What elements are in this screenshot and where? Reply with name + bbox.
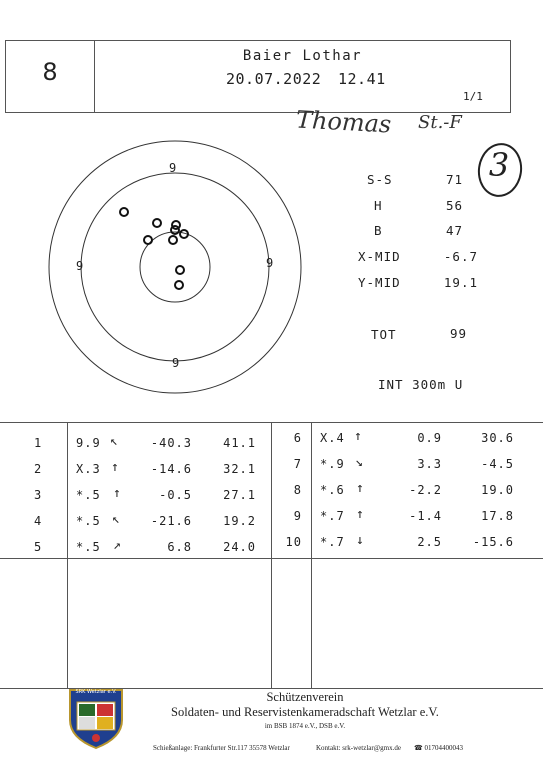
table-col-divider-center [271, 422, 272, 688]
stat-label-b: B [374, 223, 383, 238]
club-name-line1: Schützenverein [266, 690, 344, 704]
club-name-line3: im BSB 1874 e.V., DSB e.V. [264, 722, 346, 730]
shot-y: 32.1 [223, 462, 256, 476]
shot-mark [169, 236, 177, 244]
stat-value-h: 56 [445, 198, 463, 213]
ring-label-top: 9 [169, 161, 177, 175]
shot-date: 20.07.2022 [226, 70, 322, 88]
stat-label-h: H [374, 198, 383, 213]
shot-number: 6 [293, 431, 302, 445]
shot-time: 12.41 [338, 70, 386, 88]
shot-score: *.5 [76, 540, 101, 554]
shot-score: *.6 [320, 483, 345, 497]
table-col-divider-left [67, 422, 68, 688]
shot-direction-arrow: ↑ [356, 507, 365, 522]
club-name-line2: Soldaten- und Reservistenkameradschaft Wetzlar e.V. [171, 705, 439, 719]
shot-direction-arrow: ↓ [356, 533, 365, 548]
shot-y: 17.8 [481, 509, 514, 523]
shot-score: *.5 [76, 488, 101, 502]
shot-x: 2.5 [417, 535, 442, 549]
shot-score: *.7 [320, 509, 345, 523]
shot-x: -2.2 [409, 483, 442, 497]
shot-number: 5 [34, 540, 43, 554]
stat-label-xmid: X-MID [358, 249, 401, 264]
shot-direction-arrow: ↗ [113, 538, 122, 553]
shot-x: -40.3 [150, 436, 192, 450]
shot-direction-arrow: ↑ [354, 429, 363, 444]
shot-y: 27.1 [223, 488, 256, 502]
shot-mark [120, 208, 128, 216]
shot-mark [153, 219, 161, 227]
header-border-top [5, 40, 511, 41]
stat-label-ss: S-S [367, 172, 393, 187]
shot-x: -1.4 [409, 509, 442, 523]
shot-number: 3 [34, 488, 43, 502]
shot-y: 19.0 [481, 483, 514, 497]
shot-number: 4 [34, 514, 43, 528]
shooter-name: Baier Lothar [242, 48, 363, 64]
shot-y: 41.1 [223, 436, 256, 450]
shot-number: 7 [293, 457, 302, 471]
total-value: 99 [449, 326, 467, 341]
shot-x: 6.8 [167, 540, 192, 554]
handwritten-name: Thomas [295, 105, 392, 139]
shot-y: 30.6 [481, 431, 514, 445]
stat-value-ymid: 19.1 [443, 275, 478, 290]
shot-score: 9.9 [76, 436, 101, 450]
shot-x: 3.3 [417, 457, 442, 471]
stat-value-xmid: -6.7 [443, 249, 478, 264]
stat-label-ymid: Y-MID [358, 275, 401, 290]
shot-mark [176, 266, 184, 274]
shot-number: 2 [34, 462, 43, 476]
shot-x: -21.6 [150, 514, 192, 528]
shot-y: 19.2 [223, 514, 256, 528]
club-address: Schießanlage: Frankfurter Str.117 35578 Wetzlar [153, 744, 290, 752]
shot-score: *.7 [320, 535, 345, 549]
ring-label-bottom: 9 [172, 356, 180, 370]
shot-score: *.9 [320, 457, 345, 471]
shot-number: 9 [293, 509, 302, 523]
shot-direction-arrow: ↑ [356, 481, 365, 496]
ring-label-left: 9 [76, 259, 84, 273]
shot-number: 1 [34, 436, 43, 450]
shot-score: X.4 [320, 431, 345, 445]
shot-number: 8 [293, 483, 302, 497]
shot-x: -0.5 [159, 488, 192, 502]
club-logo [67, 686, 125, 750]
shot-y: -15.6 [472, 535, 514, 549]
target-ring-middle [81, 173, 269, 361]
shot-direction-arrow: ↘ [355, 455, 364, 470]
shot-x: 0.9 [417, 431, 442, 445]
handwritten-note: St.-F [418, 112, 462, 133]
discipline-label: INT 300m U [378, 377, 464, 392]
shot-mark [171, 226, 179, 234]
shot-number: 10 [285, 535, 302, 549]
header-border-right [510, 40, 511, 113]
ring-label-right: 9 [266, 256, 274, 270]
shot-direction-arrow: ↖ [112, 512, 121, 527]
table-col-divider-right [311, 422, 312, 688]
stat-value-ss: 71 [445, 172, 463, 187]
club-logo-text: SRK Wetzlar e.V. [75, 689, 117, 695]
shot-direction-arrow: ↖ [110, 434, 119, 449]
page-indicator: 1/1 [463, 90, 483, 103]
shot-mark [144, 236, 152, 244]
shot-x: -14.6 [150, 462, 192, 476]
club-phone: ☎ 01704400043 [414, 744, 463, 752]
total-label: TOT [371, 327, 397, 342]
shot-score: X.3 [76, 462, 101, 476]
stat-value-b: 47 [445, 223, 463, 238]
shot-direction-arrow: ↑ [113, 486, 122, 501]
shot-direction-arrow: ↑ [111, 460, 120, 475]
lane-number: 8 [42, 58, 58, 86]
shot-y: 24.0 [223, 540, 256, 554]
handwritten-circle-number: 3 [488, 146, 510, 184]
shot-mark [175, 281, 183, 289]
shot-score: *.5 [76, 514, 101, 528]
shot-y: -4.5 [481, 457, 514, 471]
club-contact[interactable]: Kontakt: srk-wetzlar@gmx.de [316, 744, 401, 752]
